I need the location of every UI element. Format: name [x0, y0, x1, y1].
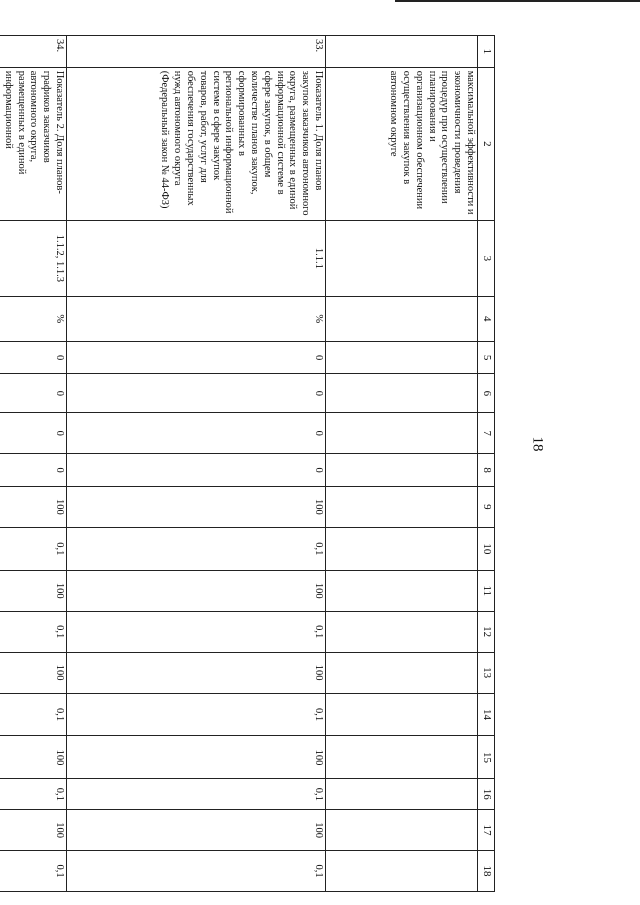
description-cell: Показатель 2. Доля планов-графиков заказчиков автономного округа, размещенных в единой информационной	[0, 67, 67, 220]
table-cell	[326, 611, 478, 652]
table-cell: 100	[67, 570, 326, 611]
table-cell: 0	[0, 413, 67, 454]
header-cell: 3	[478, 221, 495, 297]
header-cell: 7	[478, 413, 495, 454]
header-cell: 8	[478, 454, 495, 487]
table-cell: 100	[67, 486, 326, 527]
header-cell: 1	[478, 36, 495, 68]
header-cell: 10	[478, 527, 495, 570]
table-cell	[326, 221, 478, 297]
table-cell: 0,1	[67, 693, 326, 736]
table-cell	[326, 341, 478, 374]
table-cell: 0,1	[67, 527, 326, 570]
page-number: 18	[529, 436, 546, 452]
header-cell: 14	[478, 693, 495, 736]
description-cell: Показатель 1. Доля планов закупок заказчиков автономного округа, размещенных в единой информационной системе в сфере закупок, в общем количестве планов закупок, сформированных в региональной информационной системе в сфере закупок товаров, работ, услуг для обеспечения государственных нужд автономного округа (Федеральный закон № 44-ФЗ)	[67, 67, 326, 220]
table-cell: 1.1.2, 1.1.3	[0, 221, 67, 297]
header-cell: 17	[478, 810, 495, 851]
table-cell: 0	[0, 374, 67, 413]
header-cell: 13	[478, 652, 495, 693]
header-cell: 18	[478, 851, 495, 892]
header-cell: 6	[478, 374, 495, 413]
table-cell	[326, 736, 478, 779]
table-cell: 0,1	[0, 527, 67, 570]
table-cell	[326, 374, 478, 413]
table-cell: 0	[0, 454, 67, 487]
table-cell: 0	[67, 413, 326, 454]
table-cell: 0,1	[0, 851, 67, 892]
table-cell: 100	[0, 570, 67, 611]
table-cell	[326, 413, 478, 454]
table-cell: 0	[67, 454, 326, 487]
table-cell: %	[67, 296, 326, 341]
table-cell: 100	[0, 652, 67, 693]
header-cell: 4	[478, 296, 495, 341]
header-cell: 2	[478, 67, 495, 220]
row-number-cell	[326, 36, 478, 68]
description-cell: максимальной эффективности и экономичности проведения процедур при осуществлении планирования и организационном обеспечении осуществления закупок в автономном округе	[326, 67, 478, 220]
header-row	[478, 36, 495, 892]
row-number-cell: 33.	[67, 36, 326, 68]
table-cell: 100	[67, 736, 326, 779]
table-cell	[326, 693, 478, 736]
table-cell: 100	[67, 652, 326, 693]
table-cell	[326, 486, 478, 527]
table-row	[67, 36, 326, 892]
table-cell	[326, 454, 478, 487]
table-cell	[326, 652, 478, 693]
table-row	[326, 36, 478, 892]
table-cell	[326, 296, 478, 341]
table-cell: 100	[0, 486, 67, 527]
header-cell: 16	[478, 779, 495, 810]
top-rule	[395, 0, 640, 2]
table-cell: 0,1	[67, 779, 326, 810]
table-cell: 0	[0, 341, 67, 374]
indicators-table	[0, 35, 495, 892]
rotated-table-viewport	[2, 35, 495, 892]
table-cell: 0,1	[0, 779, 67, 810]
table-cell: %	[0, 296, 67, 341]
table-cell	[326, 527, 478, 570]
table-row	[0, 36, 67, 892]
table-cell	[326, 570, 478, 611]
header-cell: 15	[478, 736, 495, 779]
table-cell: 1.1.1	[67, 221, 326, 297]
table-cell	[326, 851, 478, 892]
table-cell: 0,1	[67, 851, 326, 892]
table-cell: 100	[67, 810, 326, 851]
table-cell	[326, 810, 478, 851]
table-cell	[326, 779, 478, 810]
table-cell: 0	[67, 374, 326, 413]
table-cell: 100	[0, 810, 67, 851]
table-cell: 0,1	[67, 611, 326, 652]
table-cell: 0	[67, 341, 326, 374]
table-cell: 100	[0, 736, 67, 779]
header-cell: 9	[478, 486, 495, 527]
table-cell: 0,1	[0, 693, 67, 736]
row-number-cell: 34.	[0, 36, 67, 68]
header-cell: 11	[478, 570, 495, 611]
header-cell: 5	[478, 341, 495, 374]
header-cell: 12	[478, 611, 495, 652]
table-cell: 0,1	[0, 611, 67, 652]
